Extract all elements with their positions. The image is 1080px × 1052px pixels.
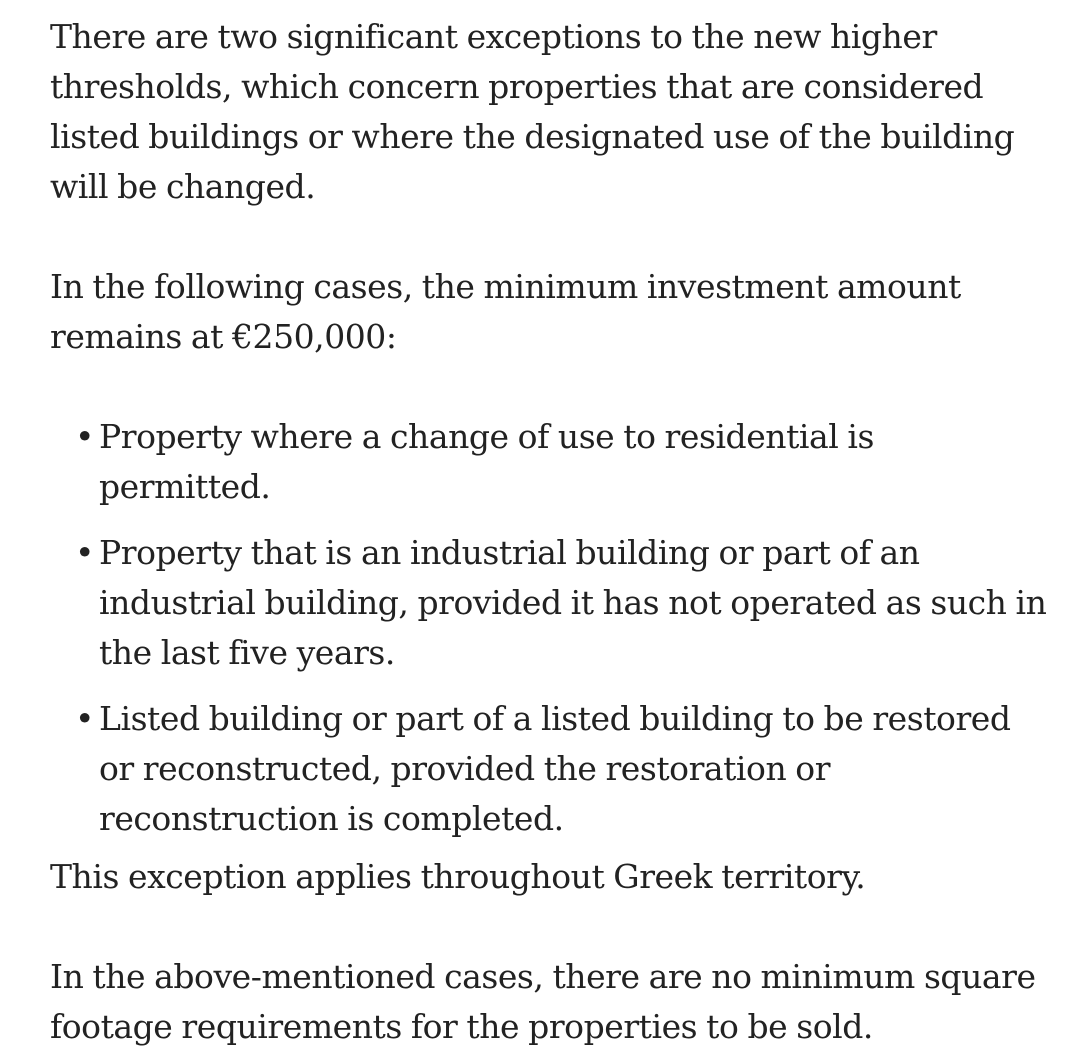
square-footage-paragraph: In the above-mentioned cases, there are no minimum square footage requirements for the properties to be sold. (50, 957, 1036, 1046)
list-item (75, 412, 1050, 512)
bullet-icon: • (75, 533, 95, 572)
list-item (75, 694, 1050, 844)
intro-paragraph: There are two significant exceptions to the new higher thresholds, which concern properties that are considered listed buildings or where the designated use of the building will be changed. (50, 17, 1015, 206)
list-item (75, 528, 1050, 678)
minimum-investment-paragraph: In the following cases, the minimum investment amount remains at €250,000: (50, 267, 961, 356)
exception-list (50, 412, 1050, 844)
list-item-text: Listed building or part of a listed building to be restored or reconstructed, provided the restoration or reconstruction is completed. (99, 699, 1011, 838)
article-body (50, 12, 1050, 1052)
list-item-text: Property that is an industrial building or part of an industrial building, provided it has not operated as such in the last five years. (99, 533, 1047, 672)
territory-paragraph: This exception applies throughout Greek territory. (50, 857, 866, 896)
bullet-icon: • (75, 699, 95, 738)
list-item-text: Property where a change of use to residential is permitted. (99, 417, 874, 506)
bullet-icon: • (75, 417, 95, 456)
